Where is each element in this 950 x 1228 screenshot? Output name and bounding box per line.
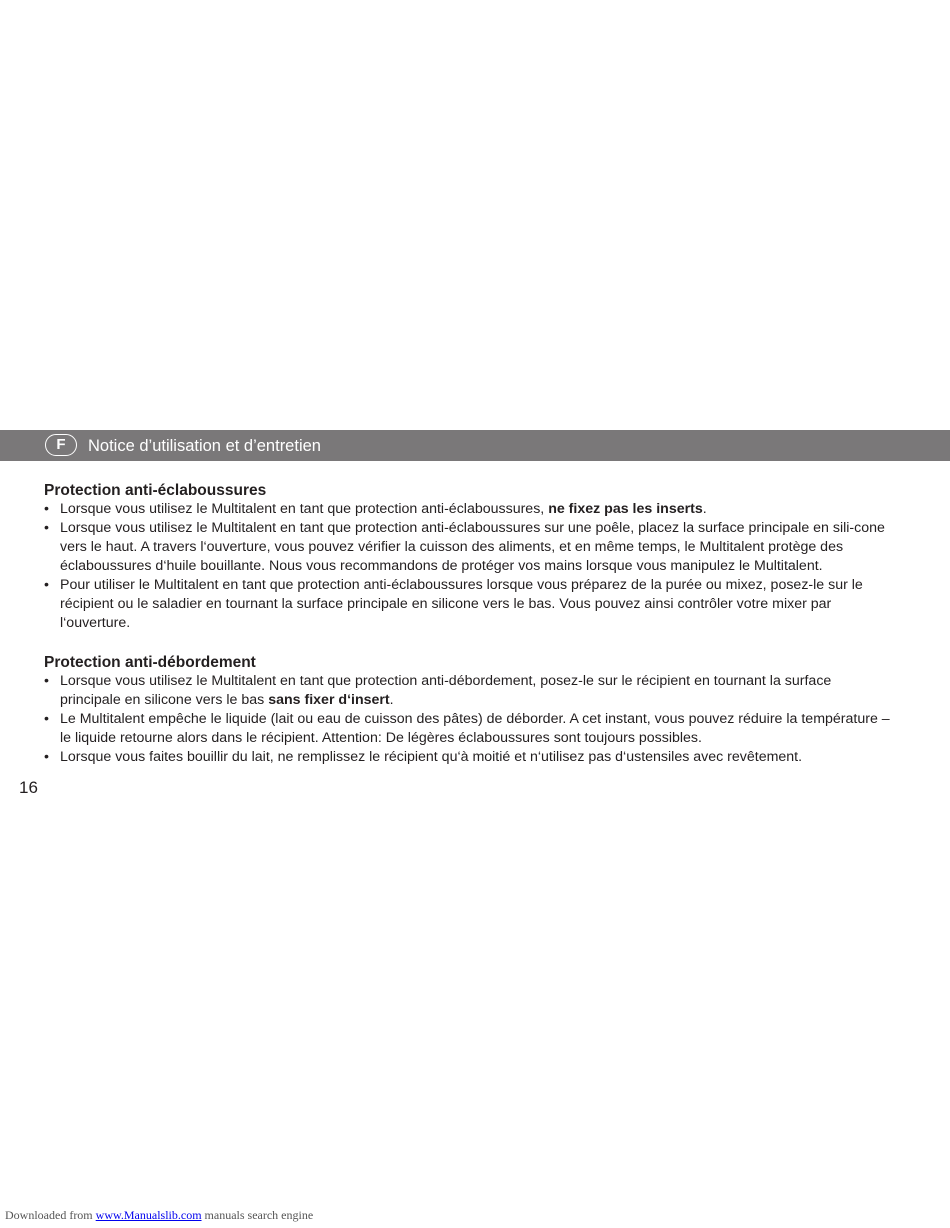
footer-prefix: Downloaded from — [5, 1208, 93, 1222]
section-header-bar — [0, 430, 950, 461]
list-item-text: Lorsque vous utilisez le Multitalent en tant que protection anti-éclaboussures, — [60, 501, 545, 517]
list-item — [44, 519, 894, 576]
bullet-icon: • — [44, 577, 49, 593]
bullet-list-splash — [44, 500, 894, 633]
list-item-text: Le Multitalent empêche le liquide (lait ou eau de cuisson des pâtes) de déborder. A cet instant, vous pouvez réduire la température – le liquide retourne alors dans le récipient. Attention: De légères éclaboussures sont toujours possibles. — [60, 711, 890, 746]
list-item-text: Lorsque vous utilisez le Multitalent en tant que protection anti-débordement, posez-le sur le récipient en tournant la surface principale en silicone vers le bas — [60, 673, 832, 708]
header-title: Notice d’utilisation et d’entretien — [88, 437, 321, 455]
bullet-icon: • — [44, 673, 49, 689]
page-number: 16 — [19, 778, 38, 797]
manualslib-link[interactable]: www.Manualslib.com — [95, 1208, 202, 1222]
download-footer — [5, 1207, 313, 1223]
list-item-text-after: . — [702, 501, 707, 517]
list-item-bold-text: ne fixez pas les inserts — [548, 501, 703, 517]
section-heading-overflow: Protection anti-débordement — [44, 654, 256, 671]
list-item — [44, 672, 894, 710]
list-item — [44, 576, 894, 633]
section-spacer — [44, 633, 894, 652]
list-item-text: Lorsque vous faites bouillir du lait, ne remplissez le récipient qu‘à moitié et n‘utilisez pas d‘ustensiles avec revêtement. — [60, 749, 803, 765]
list-item — [44, 748, 894, 767]
section-heading-splash: Protection anti-éclaboussures — [44, 482, 267, 499]
list-item-bold-text: sans fixer d‘insert — [268, 692, 390, 708]
list-item-text: Pour utiliser le Multitalent en tant que protection anti-éclaboussures lorsque vous préparez de la purée ou mixez, posez-le sur le récipient ou le saladier en tournant la surface principale en silicone vers le bas. Vous pouvez ainsi contrôler votre mixer par l‘ouverture. — [60, 577, 863, 631]
bullet-icon: • — [44, 501, 49, 517]
list-item-text-after: . — [389, 692, 394, 708]
footer-suffix: manuals search engine — [204, 1208, 314, 1222]
list-item-text: Lorsque vous utilisez le Multitalent en tant que protection anti-éclaboussures sur une poêle, placez la surface principale en sili-cone vers le haut. A travers l‘ouverture, vous pouvez vérifier la cuisson des aliments, et en même temps, le Multitalent protège des éclaboussures d‘huile bouillante. Nous vous recommandons de protéger vos mains lorsque vous manipulez le Multitalent. — [60, 520, 885, 574]
bullet-icon: • — [44, 520, 49, 536]
bullet-icon: • — [44, 749, 49, 765]
list-item — [44, 710, 894, 748]
language-badge: F — [45, 434, 77, 456]
list-item — [44, 500, 894, 519]
main-content — [44, 480, 894, 767]
bullet-list-overflow — [44, 672, 894, 767]
bullet-icon: • — [44, 711, 49, 727]
